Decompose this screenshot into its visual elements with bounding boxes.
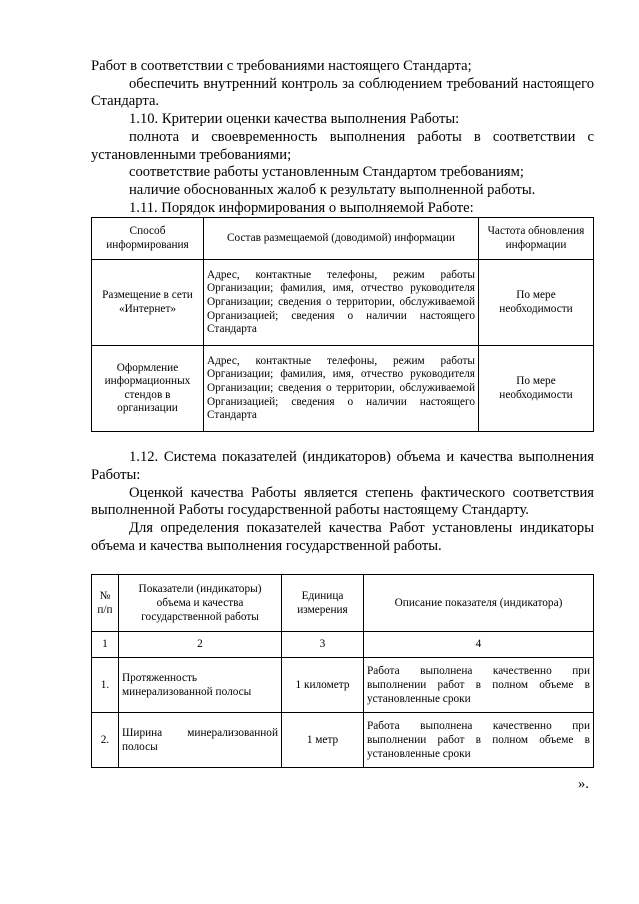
table-header-cell: Показатели (индикаторы) объема и качества государственной работы [119,574,282,631]
paragraph: Оценкой качества Работы является степень фактического соответствия выполненной Работы государственной работы настоящему Стандарту. [91,484,594,519]
table-header-cell: № п/п [92,574,119,631]
section-heading: 1.11. Порядок информирования о выполняемой Работе: [129,199,474,216]
table-header-cell: Описание показателя (индикатора) [364,574,594,631]
table-header-row [92,218,594,260]
table-row [92,346,594,432]
table-header-cell: Частота обновления информации [479,218,594,260]
paragraph: полнота и своевременность выполнения работы в соответствии с установленными требованиями; [91,128,594,163]
table-cell: 1. [92,657,119,712]
table-cell: По мере необходимости [479,260,594,346]
section-heading: 1.10. Критерии оценки качества выполнения Работы: [129,111,460,128]
paragraph: наличие обоснованных жалоб к результату выполненной работы. [129,181,536,198]
paragraph: обеспечить внутренний контроль за соблюдением требований настоящего Стандарта. [91,75,594,110]
section-heading: 1.12. Система показателей (индикаторов) объема и качества выполнения Работы: [91,449,594,484]
table-cell: 2. [92,712,119,767]
table-cell: Работа выполнена качественно при выполнении работ в полном объеме в установленные сроки [364,712,594,767]
table-cell: Ширина минерализованной полосы [119,712,282,767]
paragraph: соответствие работы установленным Стандартом требованиям; [129,164,524,181]
table-header-row [92,574,594,631]
table-cell: Оформление информационных стендов в организации [92,346,204,432]
table-cell: Адрес, контактные телефоны, режим работы Организации; фамилия, имя, отчество руководителя Организации; сведения о территории, обслуживаемой Организацией; сведения о наличии настоящего Стандарта [204,260,479,346]
table-row [92,657,594,712]
table-cell: 1 метр [282,712,364,767]
table-cell: По мере необходимости [479,346,594,432]
indicators-table [91,574,594,768]
column-number-cell: 4 [364,631,594,657]
column-number-cell: 1 [92,631,119,657]
document-page [91,58,594,768]
information-table [91,217,594,432]
table-cell: 1 километр [282,657,364,712]
column-number-row [92,631,594,657]
table-row [92,712,594,767]
table-header-cell: Способ информирования [92,218,204,260]
table-cell: Работа выполнена качественно при выполнении работ в полном объеме в установленные сроки [364,657,594,712]
column-number-cell: 3 [282,631,364,657]
table-cell: Размещение в сети «Интернет» [92,260,204,346]
column-number-cell: 2 [119,631,282,657]
table-cell: Протяженность минерализованной полосы [119,657,282,712]
table-header-cell: Состав размещаемой (доводимой) информации [204,218,479,260]
table-row [92,260,594,346]
paragraph: Работ в соответствии с требованиями настоящего Стандарта; [91,58,472,74]
table-header-cell: Единица измерения [282,574,364,631]
table-cell: Адрес, контактные телефоны, режим работы Организации; фамилия, имя, отчество руководителя Организации; сведения о территории, обслуживаемой Организацией; сведения о наличии настоящего Стандарта [204,346,479,432]
paragraph: Для определения показателей качества Работ установлены индикаторы объема и качества выполнения государственной работы. [91,520,594,554]
closing-quote: ». [578,776,589,792]
